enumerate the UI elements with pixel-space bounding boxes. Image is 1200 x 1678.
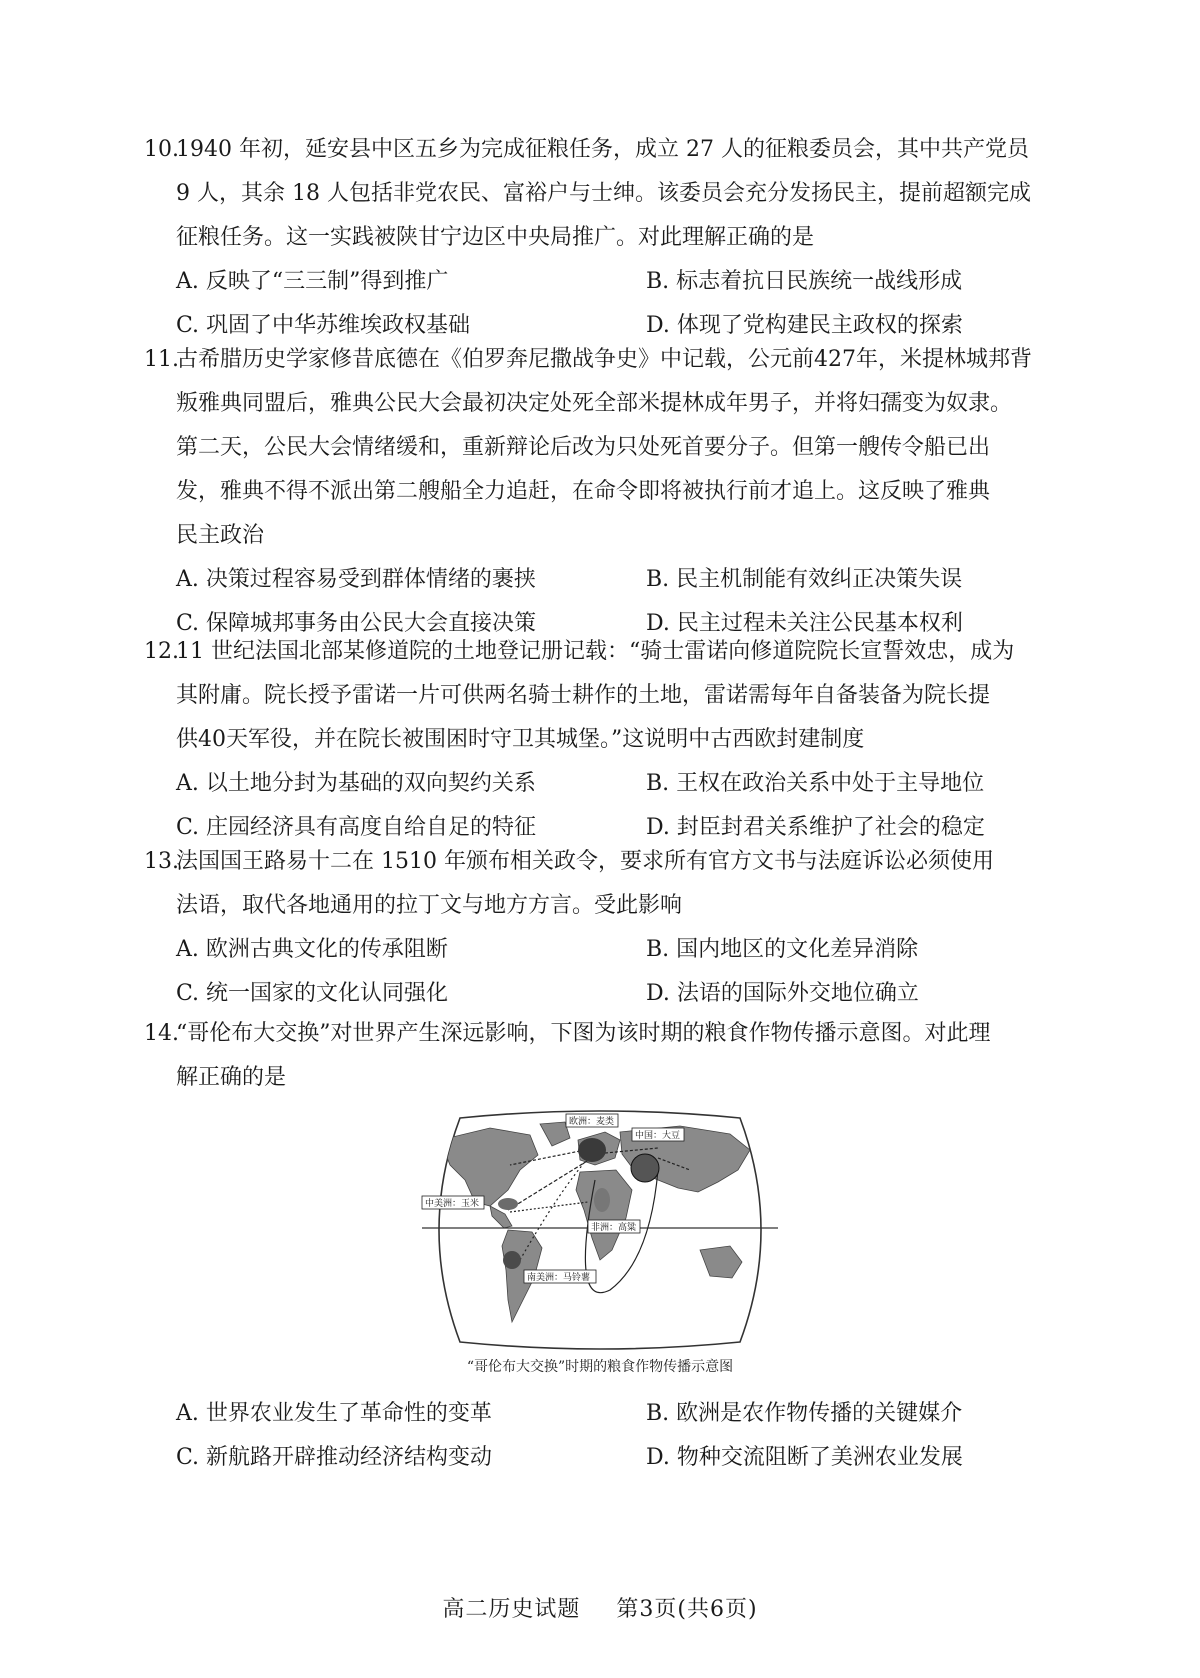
question-14-options: [144, 1392, 1044, 1480]
question-stem: 13.法国国王路易十二在 1510 年颁布相关政令，要求所有官方文书与法庭诉讼必须使用 法语，取代各地通用的拉丁文与地方方言。受此影响: [144, 840, 1044, 928]
question-12: [144, 630, 1044, 850]
question-10: [144, 128, 1044, 348]
footer-subject: 高二历史试题: [442, 1597, 581, 1622]
option-a[interactable]: A. 决策过程容易受到群体情绪的裹挟: [176, 567, 536, 592]
option-c[interactable]: C. 保障城邦事务由公民大会直接决策: [176, 611, 537, 636]
page-footer: [0, 1592, 1200, 1623]
option-c[interactable]: C. 庄园经济具有高度自给自足的特征: [176, 815, 537, 840]
option-a[interactable]: A. 以土地分封为基础的双向契约关系: [176, 771, 536, 796]
sorghum-icon: [594, 1188, 610, 1212]
question-14: [144, 1012, 1044, 1100]
label-central-america: 中美洲：玉米: [425, 1199, 480, 1209]
question-number: 11.: [144, 347, 179, 372]
option-b[interactable]: B. 标志着抗日民族统一战线形成: [646, 269, 963, 294]
option-c[interactable]: C. 新航路开辟推动经济结构变动: [176, 1445, 493, 1470]
option-b[interactable]: B. 民主机制能有效纠正决策失误: [646, 567, 963, 592]
soybean-icon: [631, 1154, 659, 1182]
question-stem: 11.古希腊历史学家修昔底德在《伯罗奔尼撒战争史》中记载，公元前427年，米提林城邦背 叛雅典同盟后，雅典公民大会最初决定处死全部米提林成年男子，并将妇孺变为奴隶。 第二天，公民大会情绪缓和，重新辩论后改为只处死首要分子。但第一艘传令船已出 发，雅典不得不派出第二艘船全力追赶，在命令即将被执行前才追上。这反映了雅典 民主政治: [144, 338, 1044, 558]
question-number: 12.: [144, 639, 179, 664]
options: [144, 928, 1044, 1016]
options: [144, 1392, 1044, 1480]
question-number: 14.: [144, 1021, 179, 1046]
question-stem: 14.“哥伦布大交换”对世界产生深远影响，下图为该时期的粮食作物传播示意图。对此理 解正确的是: [144, 1012, 1044, 1100]
option-c[interactable]: C. 统一国家的文化认同强化: [176, 981, 449, 1006]
option-d[interactable]: D. 法语的国际外交地位确立: [646, 981, 919, 1006]
question-13: [144, 840, 1044, 1016]
option-b[interactable]: B. 王权在政治关系中处于主导地位: [646, 771, 985, 796]
world-map-figure: [420, 1110, 780, 1350]
option-a[interactable]: A. 欧洲古典文化的传承阻断: [176, 937, 448, 962]
option-d[interactable]: D. 封臣封君关系维护了社会的稳定: [646, 815, 985, 840]
question-number: 10.: [144, 137, 179, 162]
option-b[interactable]: B. 国内地区的文化差异消除: [646, 937, 919, 962]
option-c[interactable]: C. 巩固了中华苏维埃政权基础: [176, 313, 471, 338]
option-d[interactable]: D. 物种交流阻断了美洲农业发展: [646, 1445, 963, 1470]
question-11: [144, 338, 1044, 646]
option-a[interactable]: A. 反映了“三三制”得到推广: [176, 269, 449, 294]
label-south-america: 南美洲：马铃薯: [527, 1273, 591, 1283]
options: [144, 762, 1044, 850]
corn-icon: [498, 1198, 518, 1210]
option-b[interactable]: B. 欧洲是农作物传播的关键媒介: [646, 1401, 963, 1426]
label-europe: 欧洲：麦类: [569, 1117, 615, 1127]
options: [144, 260, 1044, 348]
figure-caption: “哥伦布大交换”时期的粮食作物传播示意图: [466, 1359, 734, 1375]
option-a[interactable]: A. 世界农业发生了革命性的变革: [176, 1401, 492, 1426]
potato-icon: [503, 1251, 521, 1269]
footer-page-number: 第3页(共6页): [616, 1597, 758, 1622]
label-china: 中国：大豆: [635, 1131, 681, 1141]
label-africa: 非洲：高粱: [591, 1223, 637, 1233]
question-stem: 12.11 世纪法国北部某修道院的土地登记册记载：“骑士雷诺向修道院院长宣誓效忠，成为 其附庸。院长授予雷诺一片可供两名骑士耕作的土地，雷诺需每年自备装备为院长提 供40天军役，并在院长被围困时守卫其城堡。”这说明中古西欧封建制度: [144, 630, 1044, 762]
option-d[interactable]: D. 体现了党构建民主政权的探索: [646, 313, 963, 338]
question-stem: 10.1940 年初，延安县中区五乡为完成征粮任务，成立 27 人的征粮委员会，其中共产党员 9 人，其余 18 人包括非党农民、富裕户与士绅。该委员会充分发扬民主，提前超额完成 征粮任务。这一实践被陕甘宁边区中央局推广。对此理解正确的是: [144, 128, 1044, 260]
wheat-icon: [578, 1138, 606, 1162]
option-d[interactable]: D. 民主过程未关注公民基本权利: [646, 611, 963, 636]
question-number: 13.: [144, 849, 179, 874]
